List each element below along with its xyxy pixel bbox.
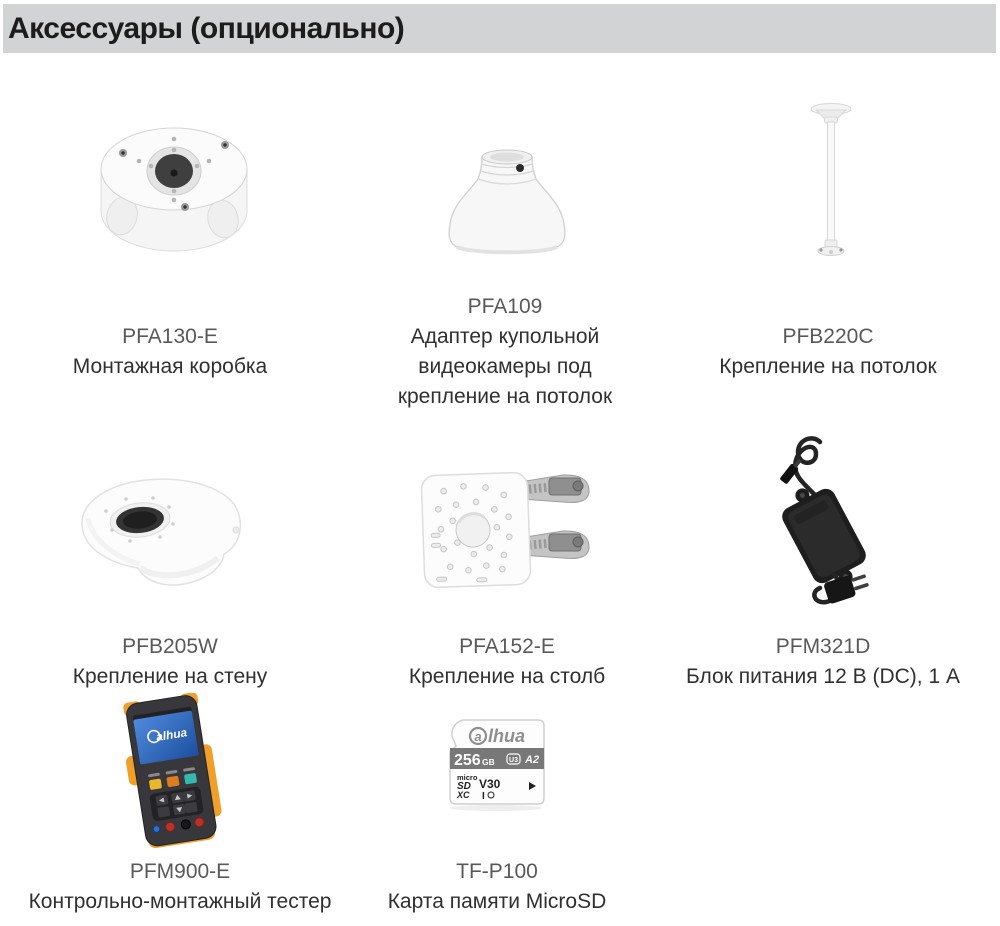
accessory-description: Крепление на стену: [72, 665, 268, 688]
cctv-tester-image: [112, 693, 227, 851]
accessory-description: Карта памяти MicroSD: [387, 890, 607, 913]
accessory-caption-pfb220c: [663, 322, 993, 382]
accessory-model: PFA130-E: [122, 325, 218, 348]
accessory-model: PFB220C: [782, 325, 874, 348]
accessory-model: PFM900-E: [129, 860, 231, 883]
svg-text:XC: XC: [457, 790, 470, 800]
accessory-caption-pfm900e: [10, 857, 350, 917]
accessory-caption-pfb205w: [5, 632, 335, 692]
junction-box-image: [95, 123, 253, 255]
svg-text:I: I: [482, 791, 485, 802]
accessory-caption-pfa109: [365, 292, 645, 412]
ceiling-mount-image: [808, 101, 854, 265]
accessory-model: PFA109: [467, 295, 543, 318]
accessory-description: Адаптер купольной видеокамеры под крепление на потолок: [397, 325, 613, 408]
sd-brand-logo: [470, 726, 525, 746]
section-header: [3, 4, 996, 53]
svg-text:alhua: alhua: [155, 725, 188, 744]
accessory-description: Монтажная коробка: [72, 355, 268, 378]
accessory-caption-pfm321d: [652, 632, 994, 692]
accessory-model: PFM321D: [775, 635, 871, 658]
svg-text:micro: micro: [457, 773, 478, 782]
power-adapter-image: [768, 426, 874, 614]
accessory-model: PFB205W: [122, 635, 218, 658]
accessory-caption-pfa130e: [5, 322, 335, 382]
svg-text:a: a: [474, 729, 482, 744]
accessory-description: Крепление на столб: [408, 665, 606, 688]
svg-text:U3: U3: [509, 757, 518, 764]
accessory-caption-tfp100: [332, 857, 662, 917]
dome-adapter-image: [437, 146, 577, 264]
section-title: Аксессуары (опционально): [8, 11, 405, 45]
accessory-description: Блок питания 12 В (DC), 1 А: [686, 665, 960, 688]
svg-text:GB: GB: [482, 757, 495, 767]
pole-mount-image: [415, 460, 595, 598]
accessory-description: Контрольно-монтажный тестер: [28, 890, 332, 913]
svg-text:256: 256: [454, 752, 481, 769]
accessory-model: PFA152-E: [459, 635, 555, 658]
svg-text:SD: SD: [457, 781, 471, 792]
accessory-caption-pfa152e: [342, 632, 672, 692]
svg-text:V30: V30: [479, 777, 501, 791]
accessory-description: Крепление на потолок: [719, 355, 937, 378]
wall-mount-image: [68, 468, 250, 598]
svg-text:A2: A2: [525, 754, 540, 766]
microsd-card-image: [436, 716, 556, 812]
svg-text:lhua: lhua: [488, 726, 526, 746]
accessory-model: TF-P100: [456, 860, 538, 883]
